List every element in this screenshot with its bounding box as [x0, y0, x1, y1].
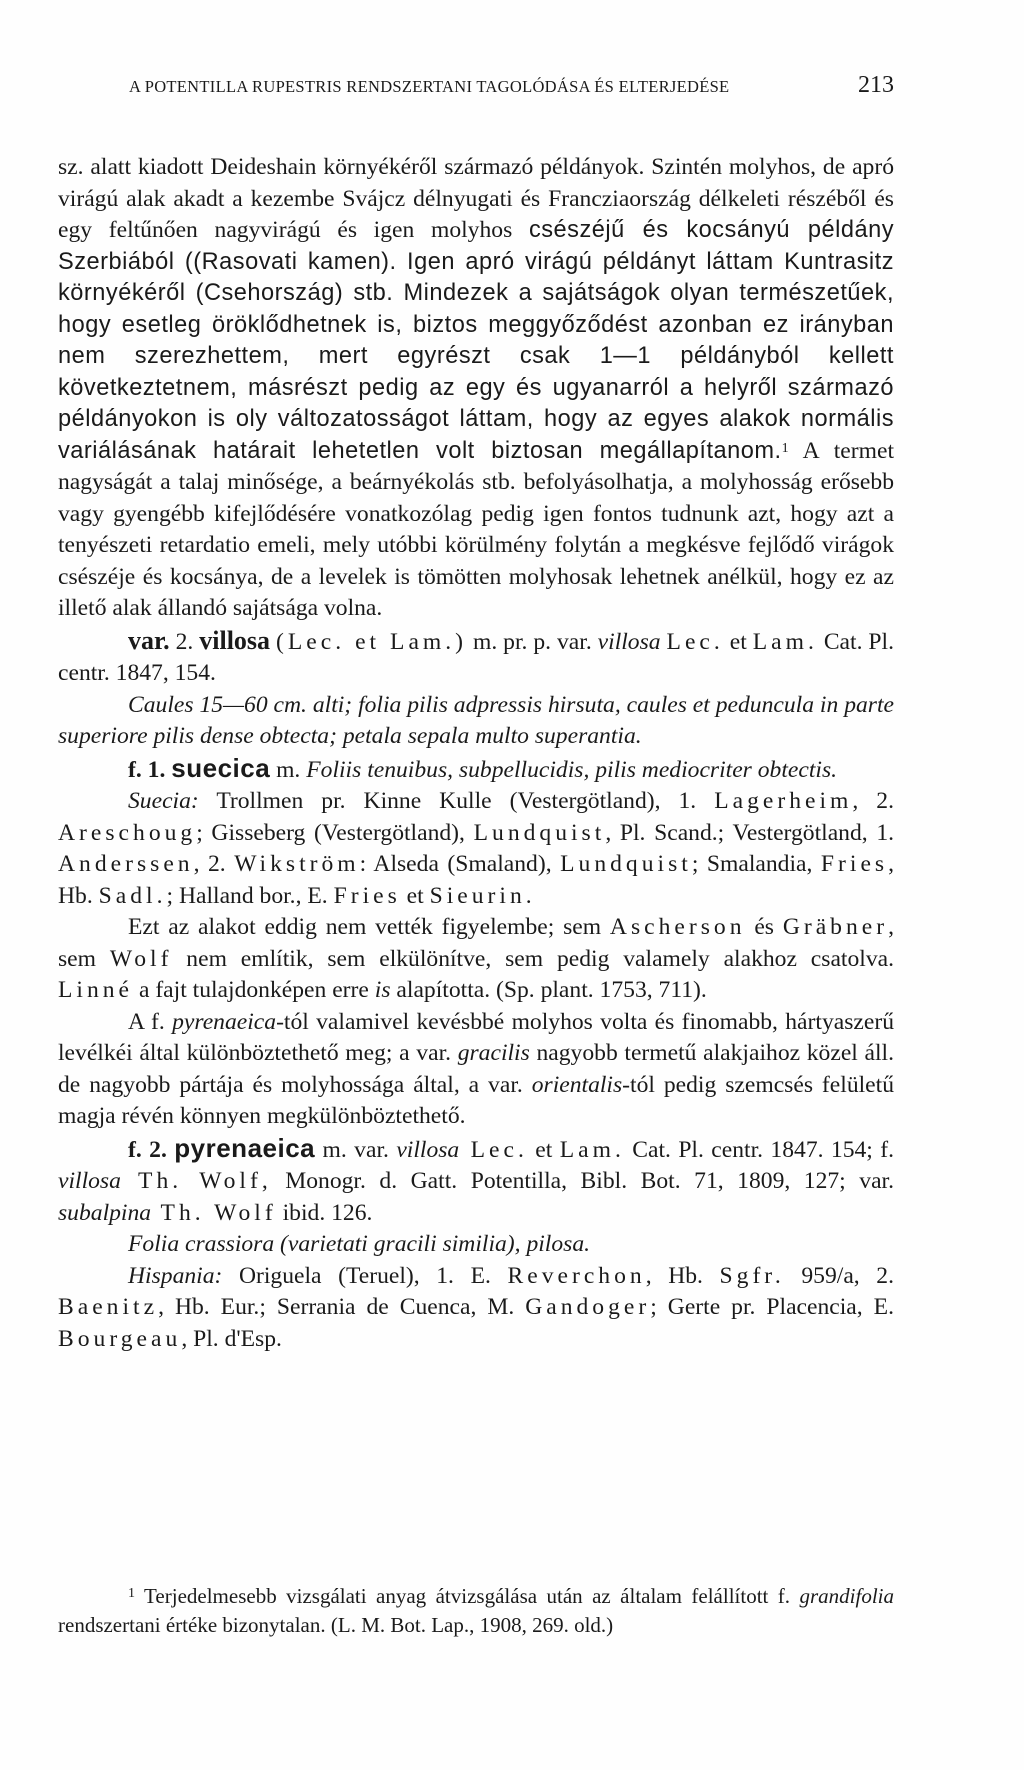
form-heading-suecica — [58, 753, 894, 787]
author: Lec. — [666, 628, 724, 655]
text-run: . — [525, 882, 532, 909]
author: Lam. — [752, 628, 818, 655]
text-run: , Hb. Eur.; Serrania de Cuenca, M. — [158, 1294, 526, 1320]
form-heading-pyrenaeica — [58, 1133, 894, 1230]
paragraph-intro — [58, 152, 894, 625]
footnote-mark: 1 — [128, 1586, 135, 1601]
collector: Wikström — [234, 851, 360, 877]
text-run: , 2. — [193, 851, 235, 877]
text-run: et — [527, 1136, 560, 1163]
rank-number: 2. — [175, 628, 194, 655]
text-run: , 2. — [852, 788, 894, 814]
collector: Bourgeau — [58, 1325, 182, 1352]
localities-pyrenaeica — [58, 1261, 894, 1356]
collector: Sieurin — [429, 882, 526, 909]
taxon-name-italic: orientalis — [531, 1071, 623, 1098]
taxon-name-italic: villosa — [58, 1168, 121, 1194]
taxon-name-italic: gracilis — [457, 1040, 530, 1066]
text-run: , Pl. Scand.; Vestergötland, 1. — [605, 819, 895, 846]
paragraph-comparison — [58, 1007, 894, 1133]
collector: Lundquist — [473, 819, 606, 846]
author: Th. Wolf, — [120, 1168, 272, 1194]
taxon-name: villosa — [199, 625, 271, 655]
collector: Lagerheim — [714, 788, 853, 814]
text-run: , sem — [58, 914, 895, 972]
text-run: A termet nagyságát a talaj minősége, a beárnyékolás stb. befolyásolhatja, a molyhosság erősebb vagy gyengébb kifejlődésére vonatkozólag pedig igen fontos tudnunk azt, hogy azt a tenyészeti retardatio emeli, mely utóbbi körülmény folytán a megkésve fejlődő virágok csészéje és kocsánya, de a levelek is tömötten molyhosak lehetnek anélkül, hogy ez az illető alak állandó sajátsága volna. — [58, 437, 895, 621]
author: Ascherson — [609, 914, 746, 940]
latin-diagnosis: Caules 15—60 cm. alti; folia pilis adpressis hirsuta, caules et peduncula in parte superiore pilis dense obtecta; petala sepala multo superantia. — [58, 691, 894, 749]
region-label: Hispania: — [128, 1262, 223, 1289]
collector: Lundquist — [560, 851, 692, 877]
taxon-name-italic: grandifolia — [799, 1584, 894, 1608]
text-run: nagyobb termetű alakjaihoz közel áll. de nagyobb pártája és molyhossága által, a var. — [58, 1040, 894, 1098]
text-run: Trollmen pr. Kinne Kulle (Vestergötland), 1. — [198, 788, 715, 814]
text-run: ; Gisseberg (Vestergötland), — [196, 819, 474, 846]
collector: Sadl. — [98, 882, 167, 909]
taxon-name-italic: villosa — [396, 1136, 460, 1163]
text-run: m. var. — [315, 1136, 397, 1163]
text-run: m. pr. p. var. — [467, 628, 598, 655]
main-text — [58, 152, 894, 1355]
taxon-name-italic: subalpina — [58, 1199, 152, 1226]
footnote — [58, 1582, 894, 1640]
text-run: sz. alatt kiadott Deideshain környékéről származó példányok. Szintén molyhos, de apró virágú alak akadt a kezembe Svájcz délnyugati és Francziaország délkeleti részéből és egy feltűnően nagyvirágú és igen molyhos — [58, 154, 894, 243]
author: Gräbner — [782, 914, 889, 940]
text-run: rendszertani értéke bizonytalan. (L. M. Bot. Lap., 1908, 269. old.) — [58, 1613, 614, 1637]
rank-label: f. 2. — [128, 1136, 167, 1163]
paragraph-suecica-note — [58, 912, 894, 1007]
text-run: et — [723, 628, 753, 655]
text-run: Origuela (Teruel), 1. E. — [222, 1262, 508, 1289]
text-run: nem említik, sem elkülönítve, sem pedig valamely alakhoz csatolva. — [172, 945, 894, 972]
running-header — [129, 72, 894, 99]
text-run: csészéjű és kocsányú példány Szerbiából ((Rasovati kamen). Igen apró virágú példányt láttam Kuntrasitz környékéről (Csehország) stb. Mindezek a sajátságok olyan természetűek, hogy esetleg öröklődhetnek is, biztos meggyőződést azonban ez irányban nem szerezhettem, mert egyrészt csak 1—1 példányból kellett következtetnem, másrészt pedig az egy és ugyanarról a helyről származó példányokon is oly változatosságot láttam, hogy az egyes alakok normális variálásának határait lehetetlen volt biztosan megállapítanom. — [58, 217, 894, 464]
text-run: : Alseda (Smaland), — [359, 851, 561, 877]
rank-label: var. — [128, 625, 170, 655]
text-run: -tól valamivel kevésbbé molyhos volta és finomabb, hártyaszerű levélkéi által különböztethető meg; a var. — [58, 1008, 894, 1066]
author: Linné — [58, 977, 134, 1003]
collector: Anderssen — [58, 851, 194, 877]
footnote-text — [58, 1582, 894, 1640]
taxon-name-italic: pyrenaeica — [172, 1008, 277, 1035]
text-run: , Hb. — [645, 1262, 720, 1289]
text-run: Ezt az alakot eddig nem vették figyelembe; sem — [128, 914, 610, 940]
author: (Lec. et Lam.) — [276, 628, 468, 655]
text-run: Terjedelmesebb vizsgálati anyag átvizsgálása után az általam felállított f. — [135, 1584, 800, 1608]
taxon-name: pyrenaeica — [174, 1132, 316, 1163]
form-diagnosis — [58, 1229, 894, 1261]
collector: Areschoug — [58, 819, 197, 846]
region-label: Suecia: — [128, 788, 199, 814]
text-run: a fajt tulajdonképen erre — [133, 977, 375, 1003]
latin-diagnosis: Foliis tenuibus, subpellucidis, pilis mediocriter obtectis. — [306, 756, 838, 783]
collector: Fries — [333, 882, 401, 909]
text-run: , Pl. d'Esp. — [181, 1325, 282, 1352]
text-run: -tól pedig szemcsés felületű magja révén könnyen megkülönböztethető. — [58, 1071, 894, 1129]
footnote-ref[interactable]: 1 — [781, 440, 789, 456]
text-run: , Hb. — [58, 851, 894, 909]
text-run: A f. — [128, 1008, 173, 1035]
collector: Sgfr. — [719, 1262, 785, 1289]
variety-heading-villosa — [58, 625, 894, 690]
text-run: m. — [270, 756, 307, 783]
collector: Baenitz — [58, 1294, 159, 1320]
variety-diagnosis — [58, 690, 894, 753]
citation: Cat. Pl. centr. 1847. 154; f. — [624, 1136, 895, 1163]
author: Lam. — [559, 1136, 625, 1163]
rank-label: f. 1. — [128, 756, 166, 783]
author: Lec. — [459, 1136, 528, 1163]
text-run: ; Halland bor., E. — [166, 882, 334, 909]
collector: Fries — [820, 851, 889, 877]
taxon-name: suecica — [171, 752, 271, 783]
citation: Cat. Pl. centr. 1847, 154. — [58, 628, 894, 686]
text-italic: is — [374, 977, 391, 1003]
text-run: ; Smalandia, — [691, 851, 821, 877]
text-run: 959/a, 2. — [784, 1262, 894, 1289]
text-run: ; Gerte pr. Placencia, E. — [650, 1294, 894, 1320]
text-run: alapította. (Sp. plant. 1753, 711). — [390, 977, 707, 1003]
running-title: A POTENTILLA RUPESTRIS RENDSZERTANI TAGOLÓDÁSA ÉS ELTERJEDÉSE — [129, 77, 730, 96]
citation: Monogr. d. Gatt. Potentilla, Bibl. Bot. 71, 1809, 127; var. — [271, 1168, 894, 1194]
author: Wolf — [109, 945, 173, 972]
page-number: 213 — [858, 72, 894, 98]
text-run: et — [400, 882, 430, 909]
collector: Reverchon — [507, 1262, 646, 1289]
taxon-name-italic: villosa — [597, 628, 661, 655]
collector: Gandoger — [525, 1294, 651, 1320]
author: Th. Wolf — [151, 1199, 277, 1226]
citation: ibid. 126. — [276, 1199, 373, 1226]
text-run: és — [745, 914, 783, 940]
localities-suecica — [58, 786, 894, 912]
latin-diagnosis: Folia crassiora (varietati gracili similia), pilosa. — [128, 1231, 591, 1257]
